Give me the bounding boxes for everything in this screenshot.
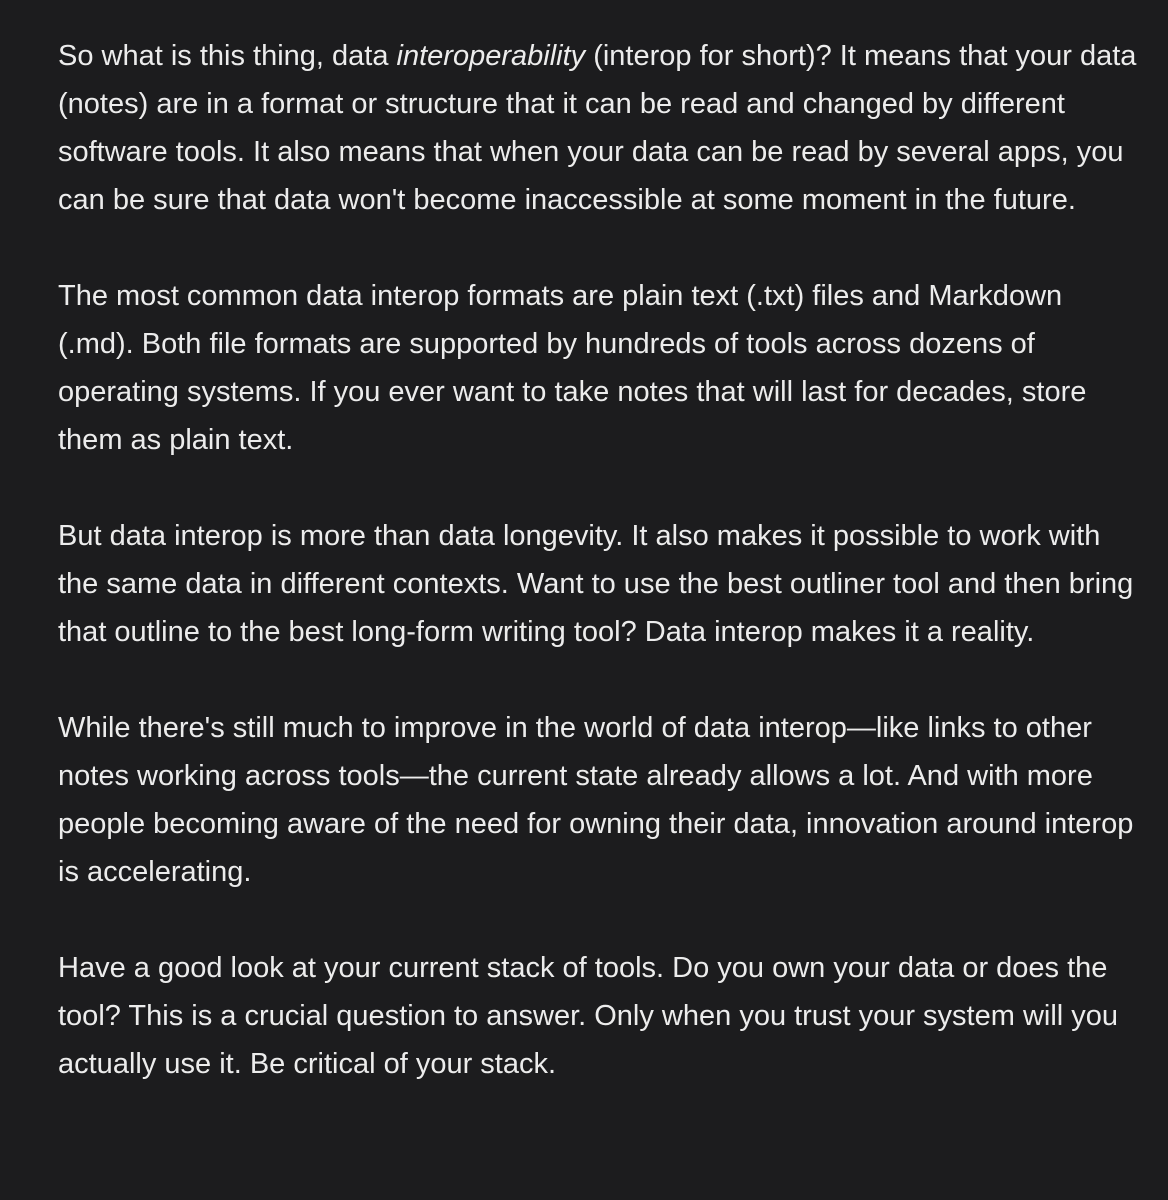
paragraph-definition-start: So what is this thing, data xyxy=(58,40,397,72)
paragraph-definition-rest: (interop for short)? It means that your data (notes) are in a format or structure that it can be read and changed by different software tools. It also means that when your data can be read by several apps, you can be sure that data won't become inaccessible at some moment in the future. xyxy=(58,40,1137,216)
paragraph-conclusion: Have a good look at your current stack of tools. Do you own your data or does the tool? This is a crucial question to answer. Only when you trust your system will you actually use it. Be critical of your stack. xyxy=(58,952,1119,1080)
paragraph-contexts: But data interop is more than data longevity. It also makes it possible to work with the same data in different contexts. Want to use the best outliner tool and then bring that outline to the best long-form writing tool? Data interop makes it a reality. xyxy=(58,520,1134,648)
paragraph-definition xyxy=(58,32,1138,224)
emphasis-term: interoperability xyxy=(396,40,586,72)
paragraph-improvements: While there's still much to improve in the world of data interop—like links to other notes working across tools—the current state already allows a lot. And with more people becoming aware of the need for owning their data, innovation around interop is accelerating. xyxy=(58,712,1134,888)
paragraph-formats: The most common data interop formats are plain text (.txt) files and Markdown (.md). Both file formats are supported by hundreds of tools across dozens of operating systems. If you ever want to take notes that will last for decades, store them as plain text. xyxy=(58,280,1087,456)
